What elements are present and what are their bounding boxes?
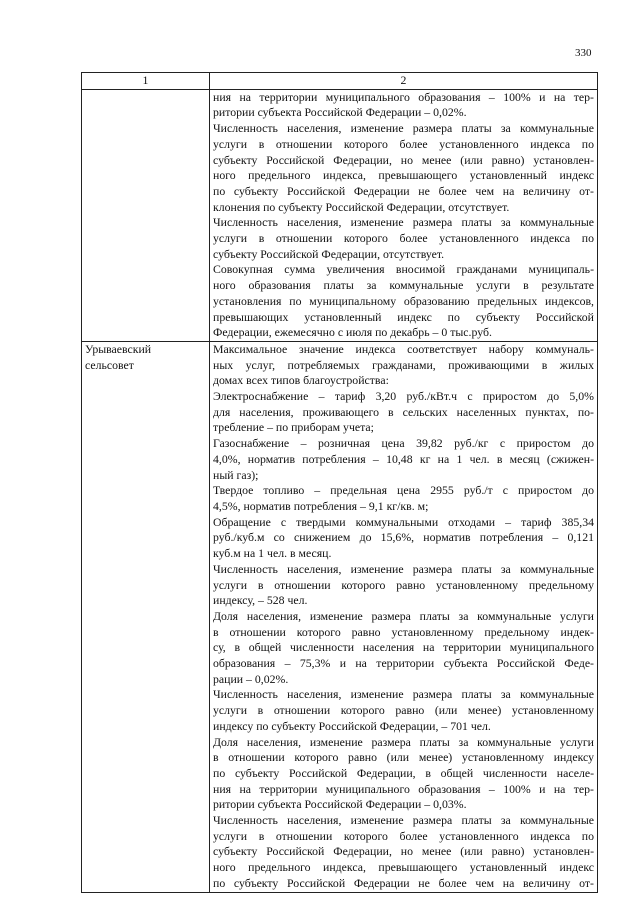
paragraph-line: ных услуг, потребляемых гражданами, проживающими в жилых [213, 357, 594, 372]
paragraph-line: Доля населения, изменение размера платы за коммунальные услуги [213, 734, 594, 749]
paragraph-line: по субъекту Российской Федерации, в общей численности населе- [213, 765, 594, 780]
paragraph-line: установления по муниципальному образованию предельных индексов, [213, 293, 594, 308]
municipality-cell [82, 89, 210, 341]
paragraph-line: ного образования платы за коммунальные услуги в результате [213, 278, 594, 293]
paragraph-line: домах всех типов благоустройства: [213, 373, 389, 388]
paragraph-line: ритории субъекта Российской Федерации – 0,03%. [213, 797, 467, 812]
paragraph-line: Обращение с твердыми коммунальными отходами – тариф 385,34 [213, 514, 594, 529]
column-header-1: 1 [82, 73, 210, 90]
column-header-2: 2 [210, 73, 598, 90]
paragraph-line: Численность населения, изменение размера платы за коммунальные [213, 561, 594, 576]
paragraph-line: су, в общей численности населения на территории муниципального [213, 640, 594, 655]
paragraph-line: 4,0%, норматив потребления – 10,48 кг на 1 чел. в месяц (сжижен- [213, 451, 594, 466]
paragraph-line: Совокупная сумма увеличения вносимой гражданами муниципаль- [213, 262, 594, 277]
paragraph-line: превышающих установленный индекс по субъекту Российской [213, 309, 594, 324]
paragraph-line: Электроснабжение – тариф 3,20 руб./кВт.ч с приростом до 5,0% [213, 389, 594, 404]
paragraph-line: услуги в отношении которого равно установленному предельному [213, 577, 594, 592]
paragraph-line: услуги в отношении которого более установленного индекса по [213, 231, 594, 246]
paragraph-line: ритории субъекта Российской Федерации – 0,02%. [213, 105, 467, 120]
paragraph-line: субъекту Российской Федерации, но менее (или равно) установлен- [213, 844, 594, 859]
paragraph-line: куб.м на 1 чел. в месяц. [213, 546, 332, 561]
paragraph-line: рации – 0,02%. [213, 671, 289, 686]
municipality-name-line: Урываевский [85, 341, 152, 356]
paragraph-line: Твердое топливо – предельная цена 2955 руб./т с приростом до [213, 483, 594, 498]
paragraph-line: требление – по приборам учета; [213, 420, 374, 435]
paragraph-line: 4,5%, норматив потребления – 9,1 кг/кв. м; [213, 498, 429, 513]
paragraph-line: Доля населения, изменение размера платы за коммунальные услуги [213, 608, 594, 623]
paragraph-line: по субъекту Российской Федерации не более чем на величину от- [213, 875, 594, 890]
paragraph-line: субъекту Российской Федерации, но менее (или равно) установлен- [213, 152, 594, 167]
paragraph-line: руб./куб.м со снижением до 15,6%, норматив потребления – 0,121 [213, 530, 594, 545]
paragraph-line: ния на территории муниципального образования – 100% и на тер- [213, 781, 594, 796]
table-row [82, 89, 598, 341]
municipality-cell [82, 341, 210, 892]
paragraph-line: индексу, – 528 чел. [213, 593, 308, 608]
paragraph-line: услуги в отношении которого более установленного индекса по [213, 828, 594, 843]
paragraph-line: ный газ); [213, 467, 259, 482]
paragraph-line: Численность населения, изменение размера платы за коммунальные [213, 215, 594, 230]
paragraph-line: клонения по субъекту Российской Федерации, отсутствует. [213, 199, 510, 214]
municipality-name-line: сельсовет [85, 357, 134, 372]
paragraph-line: ного предельного индекса, превышающего установленный индекс [213, 860, 594, 875]
paragraph-line: услуги в отношении которого более установленного индекса по [213, 136, 594, 151]
paragraph-line: Федерации, ежемесячно с июля по декабрь – 0 тыс.руб. [213, 325, 492, 340]
paragraph-line: ного предельного индекса, превышающего установленный индекс [213, 168, 594, 183]
paragraph-line: Численность населения, изменение размера платы за коммунальные [213, 121, 594, 136]
paragraph-line: Численность населения, изменение размера платы за коммунальные [213, 687, 594, 702]
document-table [81, 72, 598, 893]
description-cell [210, 341, 598, 892]
paragraph-line: в отношении которого равно установленному предельному индек- [213, 624, 594, 639]
paragraph-line: в отношении которого равно (или менее) установленному индексу [213, 750, 594, 765]
paragraph-line: ния на территории муниципального образования – 100% и на тер- [213, 89, 594, 104]
paragraph-line: субъекту Российской Федерации, отсутствует. [213, 246, 445, 261]
table-row [82, 341, 598, 892]
paragraph-line: Максимальное значение индекса соответствует набору коммуналь- [213, 341, 594, 356]
paragraph-line: образования – 75,3% и на территории субъекта Российской Феде- [213, 656, 594, 671]
paragraph-line: Газоснабжение – розничная цена 39,82 руб./кг с приростом до [213, 436, 594, 451]
paragraph-line: для населения, проживающего в сельских населенных пунктах, по- [213, 404, 594, 419]
paragraph-line: по субъекту Российской Федерации не более чем на величину от- [213, 183, 594, 198]
paragraph-line: услуги в отношении которого равно (или менее) установленному [213, 703, 594, 718]
table-header-row [82, 73, 598, 90]
page-number: 330 [575, 47, 592, 59]
paragraph-line: индексу по субъекту Российской Федерации, – 701 чел. [213, 718, 491, 733]
paragraph-line: Численность населения, изменение размера платы за коммунальные [213, 813, 594, 828]
description-cell [210, 89, 598, 341]
